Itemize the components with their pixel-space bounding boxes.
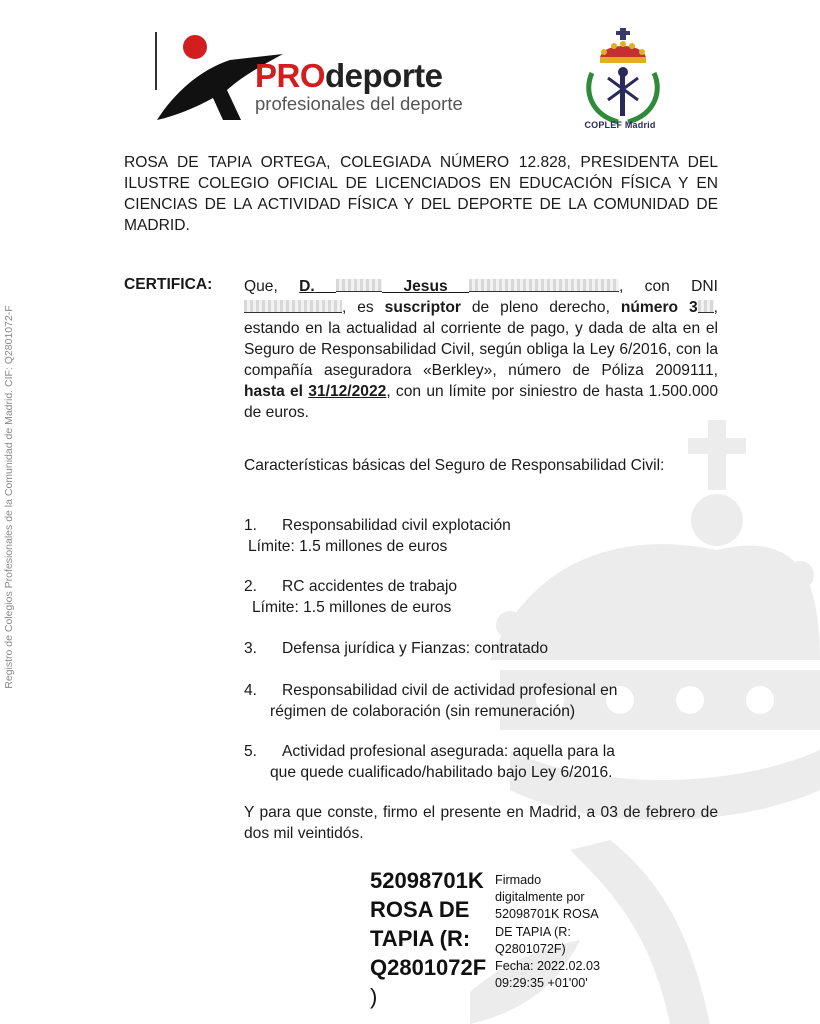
redacted-name — [336, 279, 382, 292]
brand-name: PROdeporte — [255, 57, 443, 94]
digital-signature-note: Firmado digitalmente por 52098701K ROSA DE TAPIA (R: Q2801072F) Fecha: 2022.02.03 09:29:35 +01'00' — [495, 873, 601, 991]
coplef-crest-icon — [578, 28, 668, 132]
crest-label: COPLEF Madrid — [584, 120, 656, 130]
list-item: 2. RC accidentes de trabajo Límite: 1.5 millones de euros — [244, 578, 458, 616]
brand-subtitle: profesionales del deporte — [255, 93, 463, 114]
redacted-surname — [469, 279, 619, 292]
brand-block — [255, 58, 463, 115]
certifica-paragraph: Que, D. Jesus , con DNI , es suscriptor de pleno derecho, número 3 , estando en la actualidad al corriente de pago, y dada de alta en el Seguro de Responsabilidad Civil, según obliga la Ley 6/2016, con la compañía aseguradora «Berkley», número de Póliza 2009111, hasta el 31/12/2022, con un límite por siniestro de hasta 1.500.000 de euros. — [244, 278, 719, 421]
redacted-dni — [244, 300, 342, 313]
signature-name: 52098701K ROSA DE TAPIA (R: Q2801072F ) — [370, 868, 487, 1009]
list-item: 5. Actividad profesional asegurada: aquella para la que quede cualificado/habilitado bajo Ley 6/2016. — [244, 743, 615, 781]
closing-paragraph: Y para que conste, firmo el presente en Madrid, a 03 de febrero de dos mil veintidós. — [244, 804, 718, 842]
registry-side-note: Registro de Colegios Profesionales de la Comunidad de Madrid. CIF: Q2801072-F — [3, 305, 15, 689]
redacted-member-number — [698, 300, 714, 313]
caracteristicas-title: Características básicas del Seguro de Responsabilidad Civil: — [244, 457, 665, 474]
list-item: 4. Responsabilidad civil de actividad profesional en régimen de colaboración (sin remuneración) — [244, 682, 618, 720]
intro-paragraph: ROSA DE TAPIA ORTEGA, COLEGIADA NÚMERO 12.828, PRESIDENTA DEL ILUSTRE COLEGIO OFICIAL DE LICENCIADOS EN EDUCACIÓN FÍSICA Y EN CIENCIAS DE LA ACTIVIDAD FÍSICA Y DEL DEPORTE DE LA COMUNIDAD DE MADRID. — [124, 154, 718, 234]
list-item: 1. Responsabilidad civil explotación Límite: 1.5 millones de euros — [244, 517, 511, 555]
certifica-label: CERTIFICA: — [124, 276, 213, 293]
list-item: 3. Defensa jurídica y Fianzas: contratado — [244, 640, 549, 657]
